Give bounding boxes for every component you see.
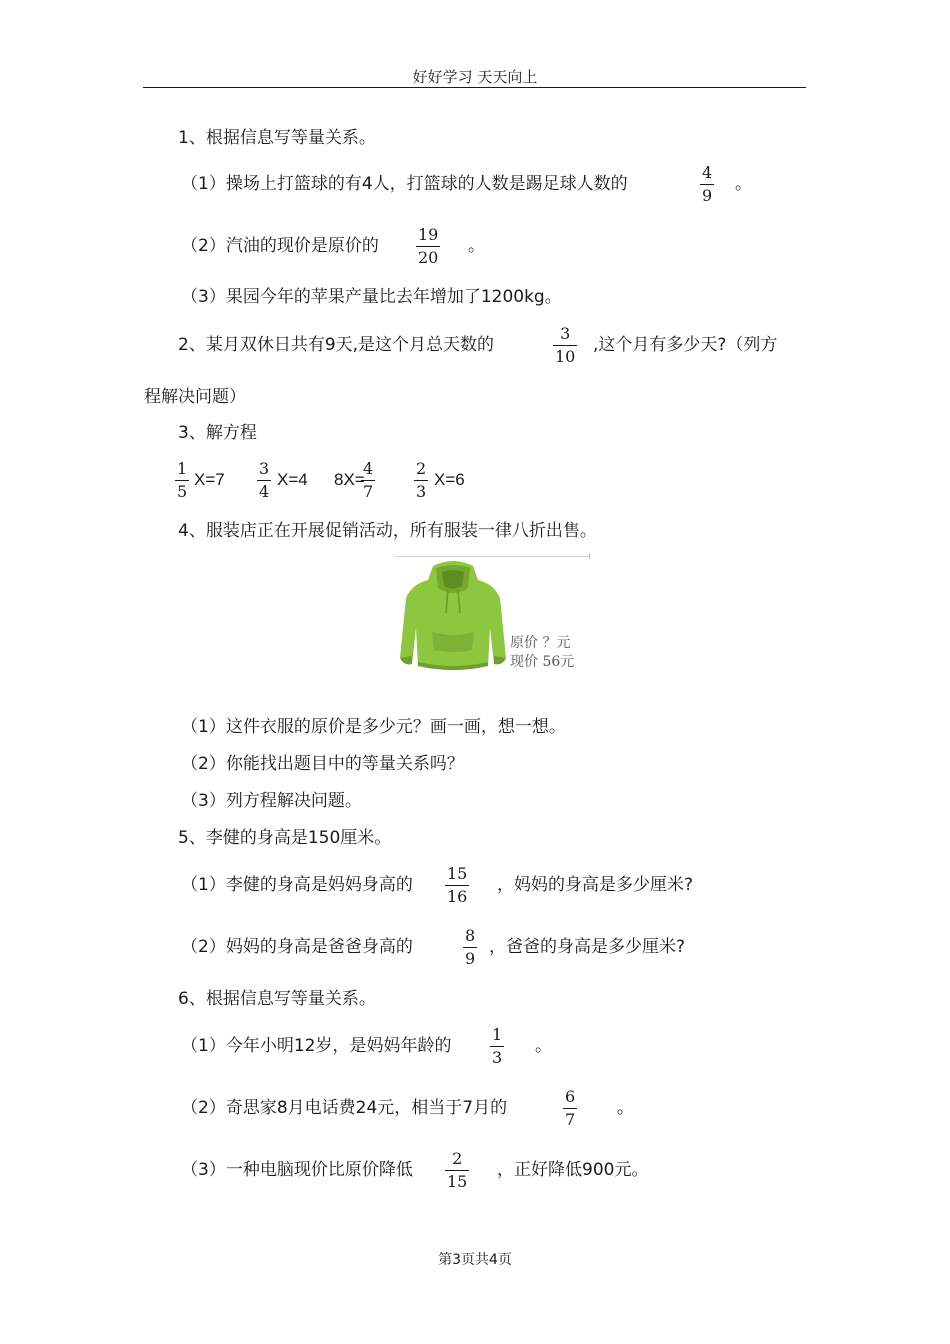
numerator: 1 xyxy=(492,1025,503,1044)
denominator: 7 xyxy=(565,1110,576,1129)
denominator: 3 xyxy=(492,1048,503,1067)
numerator: 6 xyxy=(565,1087,576,1106)
q3-eq3-pre: 8X= xyxy=(334,470,365,489)
q4-s3: （3）列方程解决问题。 xyxy=(181,791,362,811)
q2-text-b: ,这个月有多少天?（列方 xyxy=(593,335,778,355)
denominator: 9 xyxy=(465,949,476,968)
denominator: 3 xyxy=(416,482,427,501)
denominator: 5 xyxy=(177,482,188,501)
fraction-bar xyxy=(553,345,577,346)
q6-title: 6、根据信息写等量关系。 xyxy=(178,989,376,1009)
q1-s1-text: （1）操场上打篮球的有4人，打篮球的人数是踢足球人数的 xyxy=(181,174,628,194)
numerator: 2 xyxy=(416,459,427,478)
denominator: 16 xyxy=(447,887,468,906)
denominator: 4 xyxy=(259,482,270,501)
q6-s2-fraction xyxy=(563,1088,577,1129)
numerator: 1 xyxy=(177,459,188,478)
q2-fraction xyxy=(553,325,577,366)
numerator: 19 xyxy=(418,225,439,244)
fraction-bar xyxy=(416,246,440,247)
image-top-line xyxy=(395,556,590,557)
price-original-label: 原价 ？元 xyxy=(510,635,571,651)
q2-text-a: 2、某月双休日共有9天,是这个月总天数的 xyxy=(178,335,495,355)
q6-s2-end: 。 xyxy=(617,1098,634,1118)
q3-eq2-post: X=4 xyxy=(277,470,308,489)
page-footer: 第3页共4页 xyxy=(438,1252,512,1268)
q4-s1: （1）这件衣服的原价是多少元？画一画，想一想。 xyxy=(181,717,566,737)
q6-s3-text: （3）一种电脑现价比原价降低 xyxy=(181,1160,413,1180)
q5-title: 5、李健的身高是150厘米。 xyxy=(178,828,392,848)
q3-eq2-fraction xyxy=(257,460,271,501)
numerator: 3 xyxy=(259,459,270,478)
q6-s2-text: （2）奇思家8月电话费24元，相当于7月的 xyxy=(181,1098,508,1118)
fraction-bar xyxy=(445,1170,469,1171)
q6-s1-text: （1）今年小明12岁，是妈妈年龄的 xyxy=(181,1036,452,1056)
numerator: 3 xyxy=(560,324,571,343)
q1-s2-fraction xyxy=(416,226,440,267)
q1-title: 1、根据信息写等量关系。 xyxy=(178,128,376,148)
numerator: 4 xyxy=(702,163,713,182)
q3-eq4-fraction xyxy=(414,460,428,501)
numerator: 2 xyxy=(452,1149,463,1168)
q4-title: 4、服装店正在开展促销活动，所有服装一律八折出售。 xyxy=(178,521,597,541)
q3-eq3-fraction xyxy=(361,460,375,501)
q4-s2: （2）你能找出题目中的等量关系吗？ xyxy=(181,754,464,774)
q5-s1-fraction xyxy=(445,865,469,906)
fraction-bar xyxy=(490,1046,504,1047)
fraction-bar xyxy=(257,480,271,481)
q6-s3-end: ，正好降低900元。 xyxy=(497,1160,649,1180)
q5-s1-text: （1）李健的身高是妈妈身高的 xyxy=(181,875,413,895)
denominator: 15 xyxy=(447,1172,468,1191)
page-header: 好好学习 天天向上 xyxy=(412,68,538,86)
q5-s2-end: ，爸爸的身高是多少厘米? xyxy=(489,937,686,957)
header-divider xyxy=(143,87,806,88)
fraction-bar xyxy=(414,480,428,481)
image-top-tick xyxy=(589,553,590,559)
denominator: 9 xyxy=(702,186,713,205)
denominator: 20 xyxy=(418,248,439,267)
fraction-bar xyxy=(361,480,375,481)
fraction-bar xyxy=(463,947,477,948)
numerator: 4 xyxy=(363,459,374,478)
q3-eq1-post: X=7 xyxy=(194,470,225,489)
q3-eq1-fraction xyxy=(175,460,189,501)
price-current-label: 现价 56元 xyxy=(510,654,575,670)
fraction-bar xyxy=(175,480,189,481)
hoodie-image xyxy=(398,558,508,673)
q1-s1-end: 。 xyxy=(735,174,752,194)
fraction-bar xyxy=(445,885,469,886)
q5-s1-end: ，妈妈的身高是多少厘米? xyxy=(497,875,694,895)
q5-s2-text: （2）妈妈的身高是爸爸身高的 xyxy=(181,937,413,957)
denominator: 7 xyxy=(363,482,374,501)
q3-title: 3、解方程 xyxy=(178,423,257,443)
q6-s1-end: 。 xyxy=(535,1036,552,1056)
q2-text-c: 程解决问题） xyxy=(144,387,246,407)
q1-s1-fraction xyxy=(700,164,714,205)
q5-s2-fraction xyxy=(463,927,477,968)
q1-s2-text: （2）汽油的现价是原价的 xyxy=(181,236,379,256)
q1-s2-end: 。 xyxy=(468,236,485,256)
q6-s3-fraction xyxy=(445,1150,469,1191)
fraction-bar xyxy=(700,184,714,185)
q1-s3-text: （3）果园今年的苹果产量比去年增加了1200kg。 xyxy=(181,287,562,307)
fraction-bar xyxy=(563,1108,577,1109)
denominator: 10 xyxy=(555,347,576,366)
q6-s1-fraction xyxy=(490,1026,504,1067)
numerator: 15 xyxy=(447,864,468,883)
q3-eq4-post: X=6 xyxy=(434,470,465,489)
numerator: 8 xyxy=(465,926,476,945)
